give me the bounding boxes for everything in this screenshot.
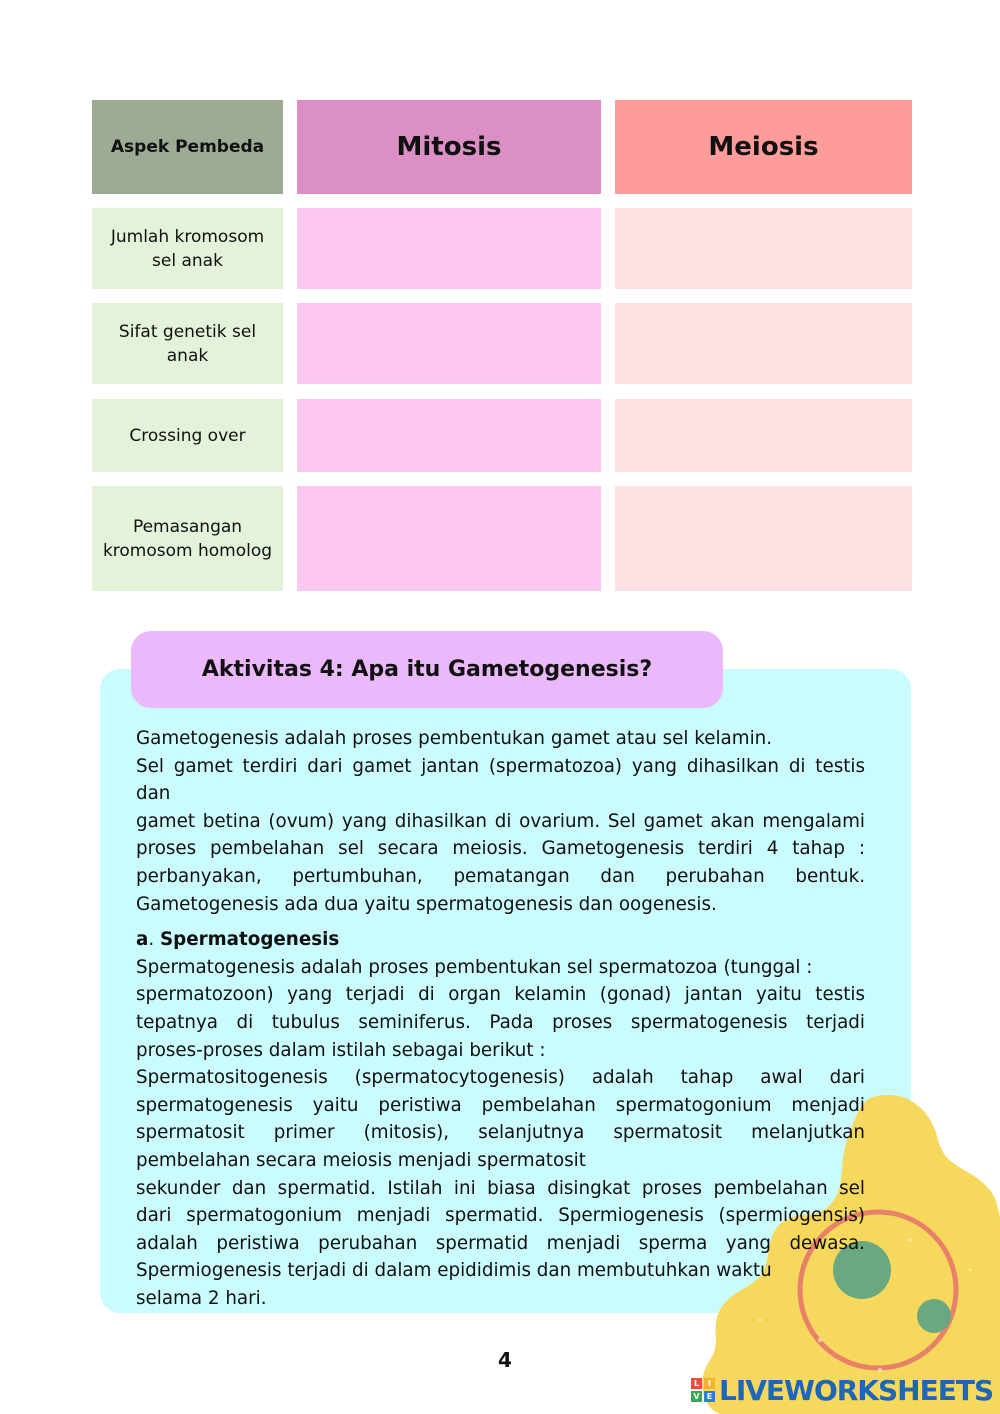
body-line: spermatogenesis yaitu peristiwa pembelahan spermatogonium menjadi	[136, 1094, 865, 1116]
intro-line: perbanyakan, pertumbuhan, pematangan dan perubahan bentuk.	[136, 865, 865, 887]
body-line: spermatozoon) yang terjadi di organ kelamin (gonad) jantan yaitu testis	[136, 984, 865, 1006]
body-line: tepatnya di tubulus seminiferus. Pada proses spermatogenesis terjadi	[136, 1011, 865, 1033]
body-line: selama 2 hari.	[136, 1287, 267, 1309]
header-aspect-pembeda: Aspek Pembeda	[92, 100, 283, 194]
aspect-jumlah-kromosom: Jumlah kromosom sel anak	[92, 208, 283, 289]
liveworksheets-logo[interactable]	[691, 1372, 993, 1408]
subsection-title: Spermatogenesis	[159, 929, 340, 951]
answer-mitosis-row-3[interactable]	[297, 399, 601, 472]
answer-meiosis-row-3[interactable]	[615, 399, 912, 472]
aspect-crossing-over: Crossing over	[92, 399, 283, 472]
liveworksheets-icon: L I V E	[691, 1378, 715, 1402]
subsection-heading: a. Spermatogenesis	[136, 929, 340, 951]
header-meiosis: Meiosis	[615, 100, 912, 194]
body-line: adalah peristiwa perubahan spermatid menjadi sperma yang dewasa.	[136, 1232, 865, 1254]
activity-text	[136, 725, 865, 1312]
brand-name: LIVEWORKSHEETS	[719, 1373, 994, 1407]
body-line: proses-proses dalam istilah sebagai berikut :	[136, 1039, 546, 1061]
activity-title: Aktivitas 4: Apa itu Gametogenesis?	[131, 631, 723, 708]
answer-mitosis-row-4[interactable]	[297, 486, 601, 591]
body-line: Spermatositogenesis (spermatocytogenesis) adalah tahap awal dari	[136, 1067, 865, 1089]
body-line: sekunder dan spermatid. Istilah ini biasa disingkat proses pembelahan sel	[136, 1177, 865, 1199]
body-line: pembelahan secara meiosis menjadi spermatosit	[136, 1149, 586, 1171]
body-line: Spermiogenesis terjadi di dalam epididimis dan membutuhkan waktu	[136, 1260, 772, 1282]
body-line: Spermatogenesis adalah proses pembentukan sel spermatozoa (tunggal :	[136, 956, 813, 978]
aspect-sifat-genetik: Sifat genetik sel anak	[92, 303, 283, 384]
page-number: 4	[498, 1348, 512, 1372]
body-line: dari spermatogonium menjadi spermatid. Spermiogenesis (spermiogensis)	[136, 1205, 865, 1227]
subsection-marker: a	[136, 929, 149, 951]
header-mitosis: Mitosis	[297, 100, 601, 194]
answer-meiosis-row-2[interactable]	[615, 303, 912, 384]
intro-line: proses pembelahan sel secara meiosis. Gametogenesis terdiri 4 tahap :	[136, 838, 865, 860]
intro-line: Gametogenesis adalah proses pembentukan gamet atau sel kelamin.	[136, 728, 773, 749]
answer-mitosis-row-2[interactable]	[297, 303, 601, 384]
intro-line: Sel gamet terdiri dari gamet jantan (spermatozoa) yang dihasilkan di testis dan	[136, 755, 865, 805]
answer-meiosis-row-1[interactable]	[615, 208, 912, 289]
answer-meiosis-row-4[interactable]	[615, 486, 912, 591]
aspect-pemasangan-kromosom: Pemasangan kromosom homolog	[92, 486, 283, 591]
intro-line: Gametogenesis ada dua yaitu spermatogenesis dan oogenesis.	[136, 893, 717, 915]
intro-line: gamet betina (ovum) yang dihasilkan di ovarium. Sel gamet akan mengalami	[136, 810, 865, 832]
answer-mitosis-row-1[interactable]	[297, 208, 601, 289]
body-line: spermatosit primer (mitosis), selanjutnya spermatosit melanjutkan	[136, 1122, 865, 1144]
